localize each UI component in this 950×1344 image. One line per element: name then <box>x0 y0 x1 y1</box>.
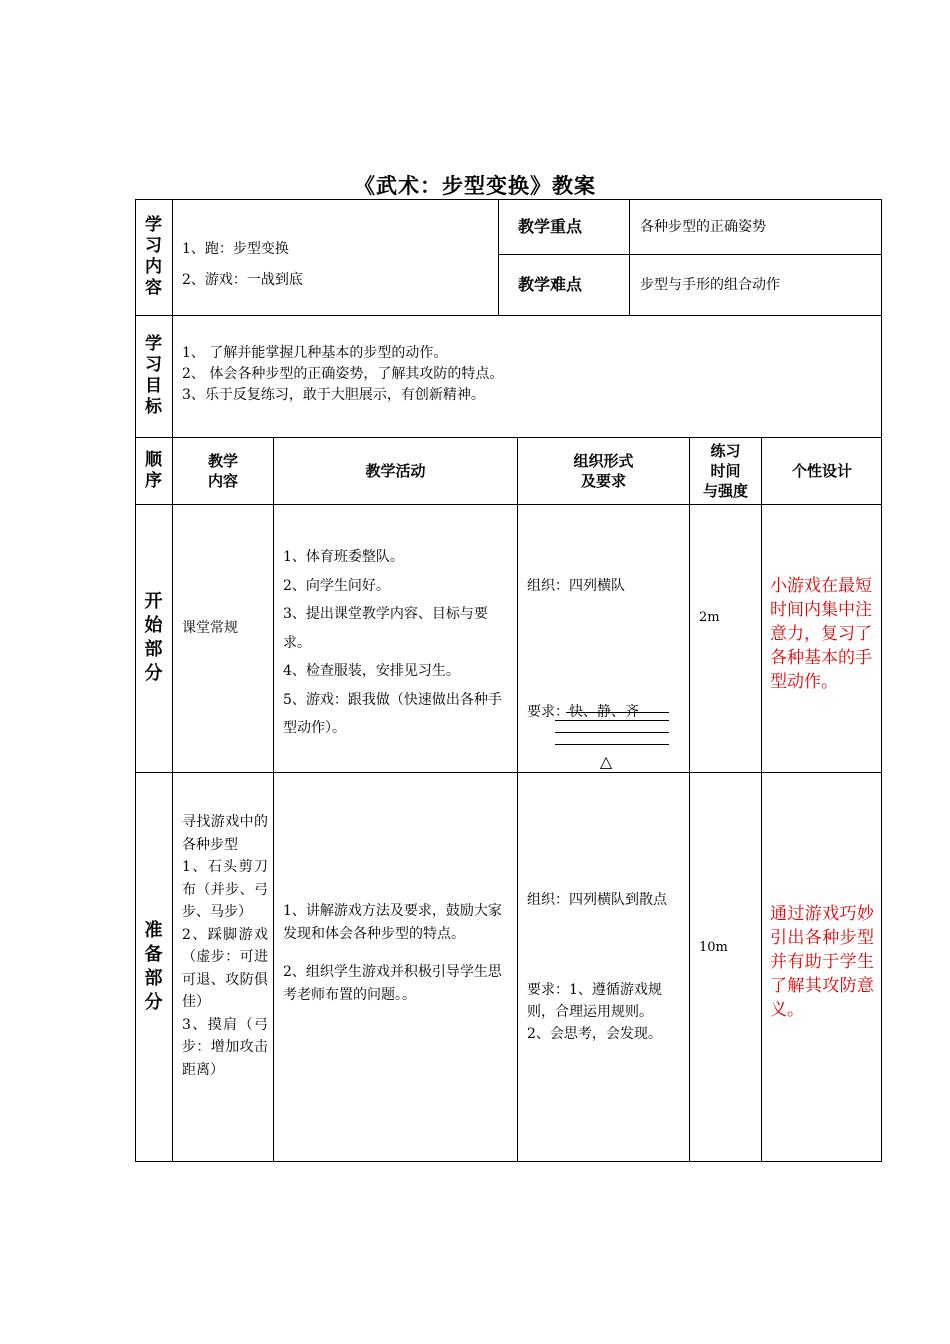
list-item: 5、游戏：跟我做（快速做出各种手型动作）。 <box>283 691 502 736</box>
section-start-design: 小游戏在最短时间内集中注意力，复习了各种基本的手型动作。 <box>770 576 872 692</box>
teacher-marker-icon: △ <box>599 752 613 771</box>
list-item: 2、向学生问好。 <box>283 577 390 594</box>
col-divider <box>517 437 518 1162</box>
section-start-content: 课堂常规 <box>182 620 238 636</box>
list-item: 1、 了解并能掌握几种基本的步型的动作。 <box>182 345 448 361</box>
formation-line <box>566 712 669 713</box>
learning-goals-label: 学 习 目 标 <box>145 334 162 417</box>
col-divider <box>689 437 690 1162</box>
section-start-requirement: 要求：快、静、齐 <box>527 704 639 720</box>
formation-line <box>555 720 669 721</box>
row-divider <box>135 772 882 773</box>
list-item: 3、乐于反复练习，敢于大胆展示，有创新精神。 <box>182 387 485 403</box>
section-prep-organization: 组织：四列横队到散点 <box>527 892 667 908</box>
section-start-time: 2m <box>699 610 720 625</box>
key-point-value: 各种步型的正确姿势 <box>640 219 766 235</box>
list-item: 3、摸肩（弓步：增加攻击距离） <box>182 1016 268 1078</box>
header-practice: 练习 时间 与强度 <box>702 441 748 500</box>
difficulty-value: 步型与手形的组合动作 <box>640 277 780 293</box>
list-item: 2、会思考，会发现。 <box>527 1026 662 1042</box>
col-divider <box>273 437 274 1162</box>
header-order: 顺 序 <box>145 449 162 491</box>
list-item: 1、讲解游戏方法及要求，鼓励大家发现和体会各种步型的特点。 <box>283 903 502 942</box>
list-item: 3、提出课堂教学内容、目标与要求。 <box>283 606 488 651</box>
section-start-organization: 组织：四列横队 <box>527 578 625 594</box>
header-design: 个性设计 <box>791 461 852 480</box>
formation-line <box>555 744 669 745</box>
page-title: 《武术：步型变换》教案 <box>354 174 596 198</box>
list-item: 1、跑：步型变换 <box>182 241 289 257</box>
section-prep-content <box>182 811 268 1081</box>
row-divider <box>135 504 882 505</box>
list-item: 1、石头剪刀布（并步、弓步、马步） <box>182 859 268 920</box>
list-item: 寻找游戏中的各种步型 <box>182 814 268 853</box>
learning-goals-items <box>182 343 872 406</box>
list-item: 4、检查服装，安排见习生。 <box>283 663 460 679</box>
list-item: 2、游戏：一战到底 <box>182 272 303 288</box>
difficulty-label: 教学难点 <box>517 274 582 294</box>
formation-line <box>555 732 669 733</box>
section-start-label: 开 始 部 分 <box>144 591 163 684</box>
section-prep-activities <box>283 900 511 1007</box>
section-start-activities <box>283 543 511 743</box>
header-content: 教学 内容 <box>207 451 238 490</box>
header-organization: 组织形式 及要求 <box>573 451 634 490</box>
section-prep-design: 通过游戏巧妙引出各种步型并有助于学生了解其攻防意义。 <box>770 904 874 1020</box>
list-item: 2、组织学生游戏并积极引导学生思考老师布置的问题。。 <box>283 964 502 1003</box>
col-divider <box>761 437 762 1162</box>
col-divider <box>629 199 630 315</box>
list-item: 2、踩脚游戏（虚步：可进可退、攻防俱佳） <box>182 926 268 1010</box>
col-divider <box>172 199 173 1162</box>
list-item: 1、体育班委整队。 <box>283 549 404 565</box>
section-prep-label: 准 备 部 分 <box>144 920 163 1013</box>
section-prep-requirement <box>527 979 685 1045</box>
row-divider <box>135 315 882 316</box>
learning-content-label: 学 习 内 容 <box>145 215 162 298</box>
key-point-label: 教学重点 <box>517 216 582 236</box>
learning-content-items <box>182 234 492 296</box>
header-activity: 教学活动 <box>365 461 426 480</box>
list-item: 要求：1、遵循游戏规则，合理运用规则。 <box>527 982 662 1020</box>
section-prep-time: 10m <box>699 940 728 955</box>
list-item: 2、 体会各种步型的正确姿势，了解其攻防的特点。 <box>182 366 504 382</box>
